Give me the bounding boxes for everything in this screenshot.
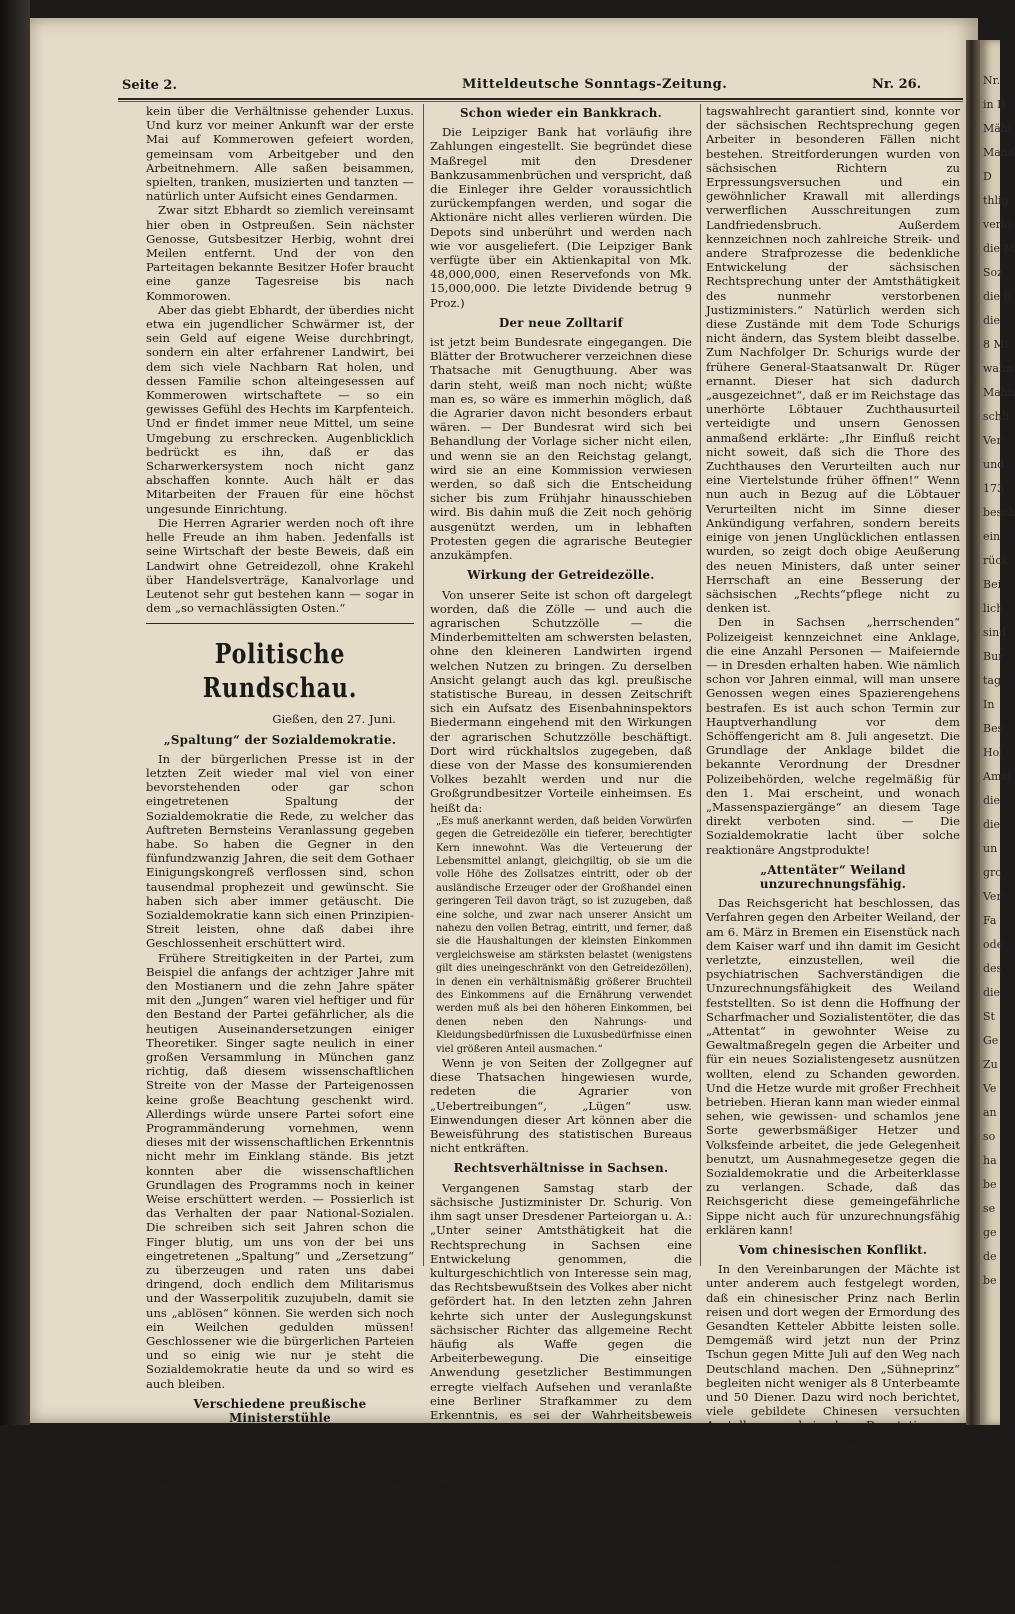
next-page-text-fragment: und [983, 458, 1005, 471]
next-page-text-fragment: des [983, 962, 1003, 975]
left-page-edge [0, 0, 30, 1425]
next-page-text-fragment: tag [983, 674, 1002, 687]
article-heading: „Spaltung“ der Sozialdemokratie. [163, 732, 397, 747]
next-page-text-fragment: an [983, 1106, 997, 1119]
issue-number: Nr. 26. [872, 77, 922, 92]
article-paragraph: Von unserer Seite ist schon oft dargelegt worden, daß die Zölle — und auch die agrarischen Schutzzölle — die Minderbemittelten am schwersten belasten, ohne den kleineren Landwirten irgend welchen Nutzen zu bringen. Zu derselben Ansicht gelangt auch das kgl. preußische statistische Bureau, in dessen Zeitschrift sich ein Aufsatz des Eisenbahninspektors Biedermann eingehend mit den Wirkungen der agrarischen Schutzzölle beschäftigt. Dort wird rückhaltslos zugegeben, daß diese von der Masse des konsumierenden Volkes bezahlt werden und nur die Großgrundbesitzer Vorteile einheimsen. Es heißt da: [430, 587, 692, 815]
next-page-text-fragment: schli [983, 410, 1009, 423]
book-binding [966, 40, 980, 1425]
next-page-text-fragment: ein [983, 530, 1001, 543]
next-page-text-fragment: ha [983, 1154, 997, 1167]
next-page-text-fragment: 8 Mi [983, 338, 1009, 351]
column-separator [700, 104, 701, 1266]
next-page-text-fragment: de [983, 1250, 997, 1263]
article-paragraph: Das Reichsgericht hat beschlossen, das Verfahren gegen den Arbeiter Weiland, der am 6. März in Bremen ein Eisenstück nach dem Kaiser warf und ihn damit im Gesicht verletzte, einzustellen, weil die psychiatrischen Sachverständigen die Unzurechnungsfähigkeit des Weiland feststellten. So ist denn die Hoffnung der Scharfmacher und Sozialistentöter, die das „Attentat“ in gewohnter Weise zu Gewaltmaßregeln gegen die Arbeiter und für ein neues Sozialistengesetz ausnützen wollten, elend zu Schanden geworden. Und die Hetze wurde mit großer Frechheit betrieben. Hieran kann man wieder einmal sehen, wie gewissen- und schamlos jene Sorte gewerbsmäßiger Hetzer und Volksfeinde arbeitet, die jede Gelegenheit benutzt, um Ausnahmegesetze gegen die Sozialdemokratie und die Arbeiterklasse zu verlangen. Schade, daß das Reichsgericht diese gemeingefährliche Sippe nicht auch für unzurechnungsfähig erklären kann! [706, 896, 960, 1237]
column-2 [430, 104, 692, 1550]
column-separator [423, 104, 424, 1266]
next-page-text-fragment: wahn [983, 362, 1014, 375]
quotation: „Es muß anerkannt werden, daß beiden Vorwürfen gegen die Getreidezölle ein tieferer, berechtigter Kern innewohnt. Was die Verteuerung der Lebensmittel anlangt, gleichgiltig, ob sie um die volle Höhe des Zollsatzes eintritt, oder ob der ausländische Erzeuger oder der Großhandel einen geringeren Teil davon trägt, so ist zuzugeben, daß eine solche, und zwar nach unserer Ansicht um nahezu den vollen Betrag, eintritt, und ferner, daß sie die Haushaltungen der kleinsten Einkommen vergleichsweise am stärksten belastet (wenigstens gilt dies uneingeschränkt von den Getreidezöllen), in denen ein verhältnismäßig größerer Bruchteil des Einkommens auf die Ernährung verwendet werden muß als bei den höheren Einkommen, bei denen neben den Nahrungs- und Kleidungsbedürfnissen die Luxusbedürfnisse einen viel größeren Anteil ausmachen.“ [436, 815, 692, 1055]
article-paragraph: Der chinesische Kaiser soll im Oktober nach Peking zurückkehren. [706, 1517, 960, 1547]
article-paragraph: Die Leipziger Bank hat vorläufig ihre Zahlungen eingestellt. Sie begründet diese Maßregel mit den Dresdener Bankzusammenbrüchen und verspricht, daß die Einleger ihre Gelder voraussichtlich zurückempfangen werden, und sogar die Aktionäre nicht alles verlieren würden. Die Depots sind unberührt und werden nach wie vor ausgeliefert. (Die Leipziger Bank verfügte über ein Aktienkapital von Mk. 48,000,000, einen Reservefonds von Mk. 15,000,000. Die letzte Dividende betrug 9 Proz.) [430, 125, 692, 310]
article-paragraph: ist jetzt beim Bundesrate eingegangen. Die Blätter der Brotwucherer verzeichnen diese Thatsache mit Genugthuung. Aber was darin steht, weiß man noch nicht; wüßte man es, so wäre es immerhin möglich, daß die Agrarier davon nicht besonders erbaut wären. — Der Bundesrat wird sich bei Behandlung der Vorlage sicher nicht eilen, und wenn sie an den Reichstag gelangt, wird sie an eine Kommission verwiesen werden, so daß sich die Entscheidung sicher bis zum Frühjahr hinausschieben wird. Bis dahin muß die Zeit noch gehörig ausgenützt werden, um in lebhaften Protesten gegen die agrarische Beutegier anzukämpfen. [430, 335, 692, 563]
article-paragraph: Zwar sitzt Ebhardt so ziemlich vereinsamt hier oben in Ostpreußen. Sein nächster Genosse, Gutsbesitzer Herbig, wohnt drei Meilen entfernt. Und der von den Parteitagen bekannte Besitzer Hofer braucht eine ganze Tagesreise bis nach Kommorowen. [146, 203, 414, 303]
next-page-text-fragment: Mähl [983, 122, 1012, 135]
next-page-text-fragment: Mand [983, 146, 1015, 159]
article-heading: Schon wieder ein Bankkrach. [459, 106, 663, 120]
next-page-text-fragment: un [983, 842, 998, 855]
next-page-text-fragment: die M [983, 242, 1015, 255]
column-3 [706, 104, 960, 1614]
next-page-text-fragment: die [983, 986, 1001, 999]
next-page-text-fragment: Bei [983, 578, 1002, 591]
next-page-text-fragment: se [983, 1202, 996, 1215]
next-page-text-fragment: Bes [983, 722, 1004, 735]
next-page-text-fragment: Fa [983, 914, 997, 927]
next-page-text-fragment: 173 [983, 482, 1004, 495]
article-heading: Der neue Zolltarif [498, 315, 624, 330]
next-page-text-fragment: Zu [983, 1058, 998, 1071]
article-paragraph: In der bürgerlichen Presse ist in der letzten Zeit wieder mal viel von einer bevorstehenden oder gar schon eingetretenen Spaltung der Sozialdemokratie die Rede, zu welcher das Auftreten Bernsteins Veranlassung gegeben habe. So haben die Gegner in den fünfundzwanzig Jahren, die seit dem Gothaer Einigungskongreß verflossen sind, schon tausendmal prophezeit und gewünscht. Sie haben sich aber immer getäuscht. Die Sozialdemokratie kann sich einen Prinzipien-Streit leisten, ohne daß dabei ihre Geschlossenheit erschüttert wird. [146, 751, 414, 951]
page-number: Seite 2. [122, 78, 177, 93]
next-page-edge [980, 40, 1015, 1425]
next-page-text-fragment: ge [983, 1226, 997, 1239]
next-page-text-fragment: Amst [983, 770, 1012, 783]
next-page-text-fragment: D [983, 170, 992, 183]
article-paragraph: Vergangenen Samstag starb der sächsische Justizminister Dr. Schurig. Von ihm sagt unser Dresdener Parteiorgan u. A.: „Unter seiner Amtsthätigkeit hat die Rechtsprechung in Sachsen eine Entwickelung genommen, die kulturgeschichtlich von Interesse sein mag, das Rechtsbewußtsein des Volkes aber nicht gefördert hat. In den letzten zehn Jahren kehrte sich unter der Auslegungskunst sächsischer Richter das allgemeine Recht häufig als Waffe gegen die Arbeiterbewegung. Die einseitige Anwendung gesetzlicher Bestimmungen erregte vielfach Aufsehen und veranlaßte eine Berliner Strafkammer zu dem Erkenntnis, es sei der Wahrheitsbeweis dafür erbracht, daß das höchste sächsische Gericht die Sozialdemokraten für minderen Rechts erklärt habe. Das Recht des Boykotts, die Flugblattverbreitung, die Redefreiheit u. a. verfiel in Sachsen dem Grobe-Unfug-Paragraphen. Selbst die Ausübung von Rechten, die den Staatsbürgern durch die Gewerbeordnung und das Reichs- [430, 1180, 692, 1550]
article-heading: Rechtsverhältnisse in Sachsen. [453, 1161, 669, 1176]
next-page-text-fragment: die B [983, 290, 1012, 303]
article-paragraph: Die Herren Agrarier werden noch oft ihre helle Freude an ihm haben. Jedenfalls ist seine Wirtschaft der beste Beweis, daß ein Landwirt ohne Getreidezoll, ohne Krakehl über Handelsverträge, Kanalvorlage und Leutenot sehr gut bestehen kann — sogar in dem „so vernachlässigten Osten.“ [146, 515, 414, 616]
article-heading: Vom chinesischen Konflikt. [738, 1243, 928, 1258]
next-page-text-fragment: In [983, 698, 995, 711]
column-1 [146, 104, 414, 1558]
header-rule [118, 98, 963, 100]
next-page-text-fragment: rück [983, 554, 1009, 567]
next-page-text-fragment: die [983, 794, 1001, 807]
article-paragraph: kein über die Verhältnisse gehender Luxus. Und kurz vor meiner Ankunft war der erste Mai auf Kommerowen gefeiert worden, gemeinsam vom Arbeitgeber und den Arbeitnehmern. Alle saßen beisammen, spielten, tranken, musizierten und tanzten — natürlich unter Aufsicht eines Gendarmen. [146, 104, 414, 204]
next-page-text-fragment: Soz [983, 266, 1003, 279]
article-paragraph: tagswahlrecht garantiert sind, konnte vor der sächsischen Rechtsprechung gegen Arbeiter in besonderen Fällen nicht bestehen. Streitforderungen wurden von sächsischen Richtern zu Erpressungsversuchen und ein gewöhnlicher Krawall mit allerdings verwerflichen Ausschreitungen zum Landfriedensbruch. Außerdem kennzeichnen noch zahlreiche Streik- und andere Strafprozesse die bedenkliche Entwickelung der sächsischen Rechtsprechung unter der Amtsthätigkeit des nunmehr verstorbenen Justizministers.“ Natürlich werden sich diese Zustände mit dem Tode Schurigs nicht ändern, das System bleibt dasselbe. Zum Nachfolger Dr. Schurigs wurde der frühere General-Staatsanwalt Dr. Rüger ernannt. Dieser hat sich dadurch „ausgezeichnet“, daß er im Reichstage das unerhörte Löbtauer Zuchthausurteil verteidigte und unsern Genossen anmaßend erklärte: „Ihr Einfluß reicht nicht soweit, daß sich die Thore des Zuchthauses den Verurteilten auch nur eine Viertelstunde früher öffnen!“ Wenn nun auch in Bezug auf die Löbtauer Verurteilten nicht im Sinne dieser Ankündigung verfahren, sondern bereits einige von jenen Unglücklichen entlassen wurden, so zeigt doch obige Aeußerung des neuen Ministers, daß unter seiner Herrschaft an eine Besserung der sächsischen „Rechts“pflege nicht zu denken ist. [706, 104, 960, 616]
next-page-text-fragment: sind [983, 626, 1007, 639]
article-heading: Sozialdemokratischer Wahlsieg. [722, 1552, 944, 1567]
next-page-text-fragment: Ver [983, 434, 1002, 447]
next-page-text-fragment: so [983, 1130, 996, 1143]
article-heading: Wirkung der Getreidezölle. [467, 568, 655, 583]
next-page-text-fragment: die [983, 818, 1001, 831]
section-divider [146, 623, 414, 624]
next-page-text-fragment: lich [983, 602, 1004, 615]
next-page-text-fragment: Ge [983, 1034, 999, 1047]
next-page-text-fragment: die [983, 314, 1001, 327]
article-heading: Verschiedene preußische Ministerstühle [193, 1396, 367, 1426]
next-page-text-fragment: Nr. [983, 74, 1001, 87]
next-page-text-fragment: verlo [983, 218, 1012, 231]
article-paragraph: In den Vereinbarungen der Mächte ist unter anderem auch festgelegt worden, daß ein chinesischer Prinz nach Berlin reisen und dort wegen der Ermordung des Gesandten Ketteler Abbitte leisten solle. Demgemäß wird jetzt nun der Prinz Tschun gegen Mitte Juli auf den Weg nach Deutschland machen. Den „Sühneprinz“ begleiten nicht weniger als 8 Unterbeamte und 50 Diener. Dazu wird noch berichtet, viele gebildete Chinesen versuchten Anstellungen bei der Deputation zu erhalten, um bei der Gelegenheit Europa kennen zu lernen. Im Uebrigen ist's natürlich mit der Bußerdeputation ja reine Humbug; sie wird weiter nichts thun, als Geld verpulvern, wenn auch nur das der Chinesen. [706, 1262, 960, 1518]
next-page-text-fragment: Bur [983, 650, 1004, 663]
running-head [112, 74, 962, 96]
next-page-text-fragment: Ver [983, 890, 1002, 903]
next-page-text-fragment: thlig [983, 194, 1009, 207]
next-page-text-fragment: Ve [983, 1082, 997, 1095]
dateline: Gießen, den 27. Juni. [272, 712, 396, 727]
article-paragraph: Aber das giebt Ebhardt, der überdies nicht etwa ein jugendlicher Schwärmer ist, der sein Geld auf eigene Weise durchbringt, sondern ein alter erfahrener Landwirt, bei dem sich viele Nachbarn Rat holen, und dessen Familie schon alteingesessen auf Kommerowen wirtschaftete — so ein gewisses Gefühl des Hechts im Karpfenteich. Und er findet immer neue Mittel, um seine Umgebung zu erschrecken. Augenblicklich bedrückt es ihn, daß er das Scharwerkersystem noch nicht ganz abschaffen konnte. Auch hält er das Mitarbeiten der Frauen für eine höchst ungesunde Einrichtung. [146, 302, 414, 516]
next-page-text-fragment: besch [983, 506, 1015, 519]
next-page-text-fragment: St [983, 1010, 995, 1023]
next-page-text-fragment: gro [983, 866, 1002, 879]
article-paragraph: sollen höchst bedenklich wackeln. Man spricht von dem bald bevorstehenden Abgang des Eisenbahnministers Thielen, sowie dem des Justizministers Schönstedt. Auch der Rücktritt des Staatssekretärs Grafen Posadowsky soll in Bälde zu erwarten sein, weil zwischen ihm und dem Reichskanzler „Meinungsverschiedenheiten“ bestehen. [146, 1430, 414, 1558]
next-page-text-fragment: in B [983, 98, 1006, 111]
section-title: Politische Rundschau. [202, 639, 358, 705]
next-page-text-fragment: be [983, 1274, 997, 1287]
header-rule-thin [118, 101, 963, 102]
next-page-text-fragment: Mahn [983, 386, 1015, 399]
newspaper-name: Mitteldeutsche Sonntags-Zeitung. [462, 77, 728, 92]
next-page-text-fragment: be [983, 1178, 997, 1191]
article-heading: „Attentäter“ Weiland unzurechnungsfähig. [759, 862, 907, 891]
next-page-text-fragment: ode [983, 938, 1004, 951]
article-paragraph: Wenn je von Seiten der Zollgegner auf diese Thatsachen hingewiesen wurde, redeten die Agrarier von „Uebertreibungen“, „Lügen“ usw. Einwendungen dieser Art können aber die Beweisführung des statistischen Bureaus nicht entkräften. [430, 1056, 692, 1156]
article-paragraph: Frühere Streitigkeiten in der Partei, zum Beispiel die anfangs der achtziger Jahre mit den Mostianern und die zehn Jahre später mit den „Jungen“ waren viel heftiger und für den Bestand der Partei gefährlicher, als die heutigen Auseinandersetzungen einiger Theoretiker. Singer sagte neulich in einer großen Versammlung in München ganz richtig, daß diesem wissenschaftlichen Streite von der Masse der Parteigenossen keine große Beachtung geschenkt wird. Allerdings würde unsere Partei sofort eine Programmänderung vornehmen, wenn dieses mit der wissenschaftlichen Erkenntnis nicht mehr im Einklang stände. Bis jetzt konnten aber die wissenschaftlichen Grundlagen des Programms noch in keiner Weise erschüttert werden. — Possierlich ist das Verhalten der paar National-Sozialen. Die schreiben sich seit Jahren schon die Finger blutig, um uns von der bei uns eingetretenen „Spaltung“ und „Zersetzung“ zu überzeugen und raten uns dabei dringend, doch endlich dem Militarismus und der Wasserpolitik zuzujubeln, damit sie uns „ablösen“ können. Sie werden sich noch ein Weilchen gedulden müssen! Geschlossener wie die bürgerlichen Parteien und so einig wie nur je steht die Sozialdemokratie heute da und so wird es auch bleiben. [146, 950, 414, 1391]
next-page-text-fragment: Hol [983, 746, 1003, 759]
article-paragraph: Für unsere Partei hatten die am Sonntag stattgefundenen Wahlen zum großen Stadtrat [706, 1571, 960, 1614]
article-paragraph: Den in Sachsen „herrschenden“ Polizeigeist kennzeichnet eine Anklage, die eine Anzahl Personen — Maifeiernde — in Dresden erhalten haben. Wie nämlich schon vor Jahren einmal, will man unsere Genossen wegen eines Spazierengehens bestrafen. Es ist auch schon Termin zur Hauptverhandlung vor dem Schöffengericht am 8. Juli angesetzt. Die Grundlage der Anklage bildet die bekannte Verordnung der Dresdner Polizeibehörden, welche regelmäßig für den 1. Mai erscheint, und wonach „Massenspaziergänge“ an diesem Tage direkt verboten sind. — Die Sozialdemokratie lacht über solche reaktionäre Angstprodukte! [706, 615, 960, 857]
